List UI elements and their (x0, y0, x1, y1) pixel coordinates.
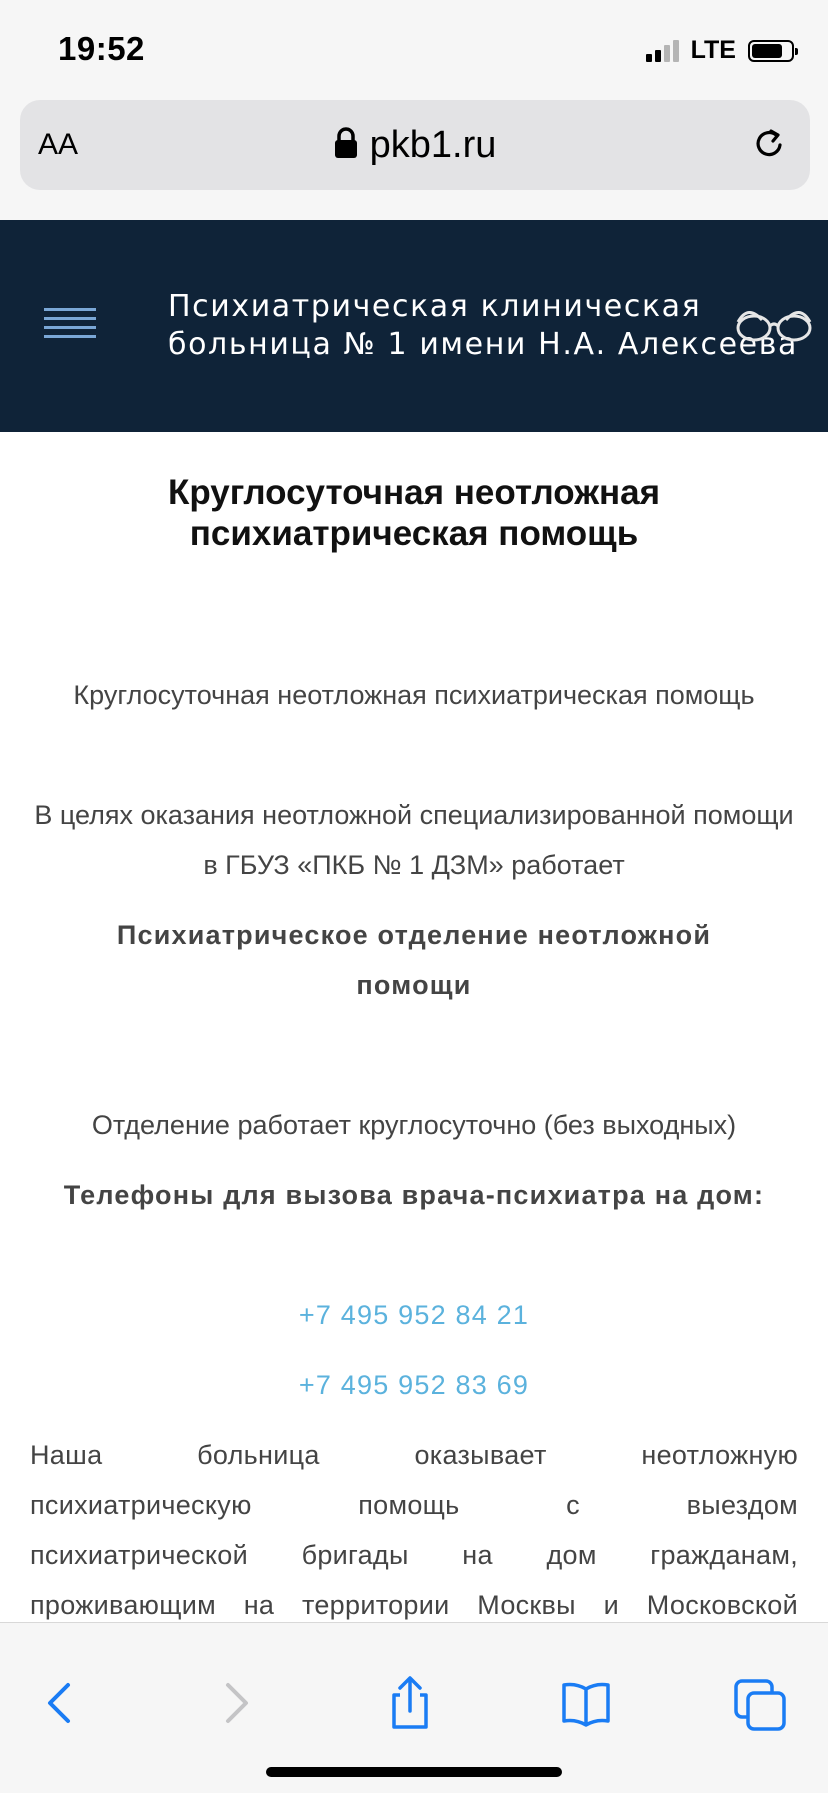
home-indicator[interactable] (266, 1767, 562, 1777)
department-name: Психиатрическое отделение неотложной помощи (116, 920, 712, 1000)
page-title: Круглосуточная неотложная психиатрическая помощь (167, 473, 661, 553)
reload-icon[interactable] (752, 126, 788, 162)
intro-paragraph: Круглосуточная неотложная психиатрическая помощь (73, 680, 755, 710)
site-header (0, 220, 828, 432)
browser-address-area (0, 96, 828, 220)
lock-icon (334, 127, 358, 159)
article (0, 432, 828, 1622)
working-hours: Отделение работает круглосуточно (без выходных) (91, 1110, 737, 1140)
network-type: LTE (690, 36, 736, 64)
back-icon[interactable] (30, 1673, 90, 1733)
browser-toolbar (0, 1622, 828, 1793)
status-bar (0, 0, 828, 96)
forward-icon[interactable] (206, 1673, 266, 1733)
clock: 19:52 (58, 30, 145, 67)
purpose-paragraph: В целях оказания неотложной специализированной помощи в ГБУЗ «ПКБ № 1 ДЗМ» работает (34, 800, 794, 880)
site-title[interactable] (168, 288, 808, 364)
bookmarks-icon[interactable] (556, 1673, 616, 1733)
address-bar[interactable] (20, 100, 810, 190)
cellular-signal-icon (646, 40, 679, 62)
body-line: Наша больница оказывает неотложную (30, 1440, 798, 1470)
site-title-line1: Психиатрическая клиническая (168, 289, 702, 324)
accessibility-glasses-icon[interactable] (734, 298, 814, 344)
body-paragraph (30, 1430, 798, 1622)
status-indicators (646, 36, 794, 65)
battery-icon (748, 40, 794, 62)
site-title-line2: больница № 1 имени Н.А. Алексеева (168, 327, 798, 362)
phone-link-1[interactable]: +7 495 952 84 21 (298, 1300, 530, 1330)
url-text: pkb1.ru (369, 124, 497, 166)
phone-link-2[interactable]: +7 495 952 83 69 (298, 1370, 530, 1400)
phones-heading: Телефоны для вызова врача-психиатра на дом: (63, 1180, 765, 1210)
body-line: проживающим на территории Москвы и Московской (30, 1590, 798, 1620)
body-line: психиатрической бригады на дом гражданам, (30, 1540, 798, 1570)
tabs-icon[interactable] (730, 1673, 790, 1733)
body-line: психиатрическую помощь с выездом (30, 1490, 798, 1520)
menu-icon[interactable] (44, 308, 96, 344)
share-icon[interactable] (380, 1673, 440, 1733)
text-size-label: AA (38, 128, 79, 161)
url-display[interactable] (20, 124, 810, 167)
